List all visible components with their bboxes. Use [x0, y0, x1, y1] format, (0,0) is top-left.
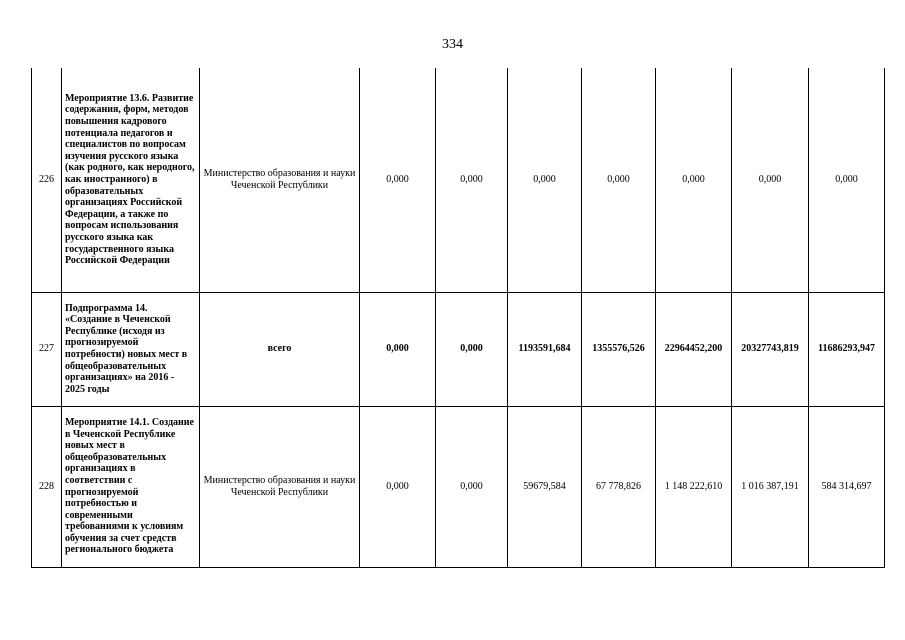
value-cell: 59679,584 [508, 406, 582, 567]
row-number: 227 [32, 292, 62, 406]
value-cell: 1193591,684 [508, 292, 582, 406]
value-cell: 0,000 [809, 68, 885, 292]
executor: Министерство образования и науки Чеченской Республики [200, 406, 360, 567]
value-cell: 1355576,526 [582, 292, 656, 406]
value-cell: 0,000 [436, 68, 508, 292]
value-cell: 0,000 [508, 68, 582, 292]
value-cell: 11686293,947 [809, 292, 885, 406]
value-cell: 0,000 [732, 68, 809, 292]
subprogram-name: Подпрограмма 14. «Создание в Чеченской Республике (исходя из прогнозируемой потребности) новых мест в общеобразовательных организациях» на 2016 - 2025 годы [62, 292, 200, 406]
executor: всего [200, 292, 360, 406]
activity-name: Мероприятие 14.1. Создание в Чеченской Республике новых мест в общеобразовательных организациях в соответствии с прогнозируемой потребностью и современными требованиями к условиям обучения за счет средств регионального бюджета [62, 406, 200, 567]
row-number: 226 [32, 68, 62, 292]
value-cell: 20327743,819 [732, 292, 809, 406]
value-cell: 0,000 [360, 406, 436, 567]
value-cell: 584 314,697 [809, 406, 885, 567]
budget-table [31, 68, 885, 568]
value-cell: 0,000 [436, 292, 508, 406]
executor: Министерство образования и науки Чеченской Республики [200, 68, 360, 292]
value-cell: 0,000 [436, 406, 508, 567]
row-number: 228 [32, 406, 62, 567]
value-cell: 0,000 [582, 68, 656, 292]
value-cell: 0,000 [656, 68, 732, 292]
value-cell: 67 778,826 [582, 406, 656, 567]
value-cell: 0,000 [360, 68, 436, 292]
value-cell: 22964452,200 [656, 292, 732, 406]
value-cell: 1 148 222,610 [656, 406, 732, 567]
value-cell: 0,000 [360, 292, 436, 406]
activity-name: Мероприятие 13.6. Развитие содержания, форм, методов повышения кадрового потенциала педагогов и специалистов по вопросам изучения русского языка (как родного, как неродного, как иностранного) в образовательных организациях Российской Федерации, а также по вопросам использования русского языка как государственного языка Российской Федерации [62, 68, 200, 292]
table-row [32, 292, 885, 406]
value-cell: 1 016 387,191 [732, 406, 809, 567]
table-row [32, 406, 885, 567]
page-number: 334 [442, 37, 463, 52]
table-row [32, 68, 885, 292]
